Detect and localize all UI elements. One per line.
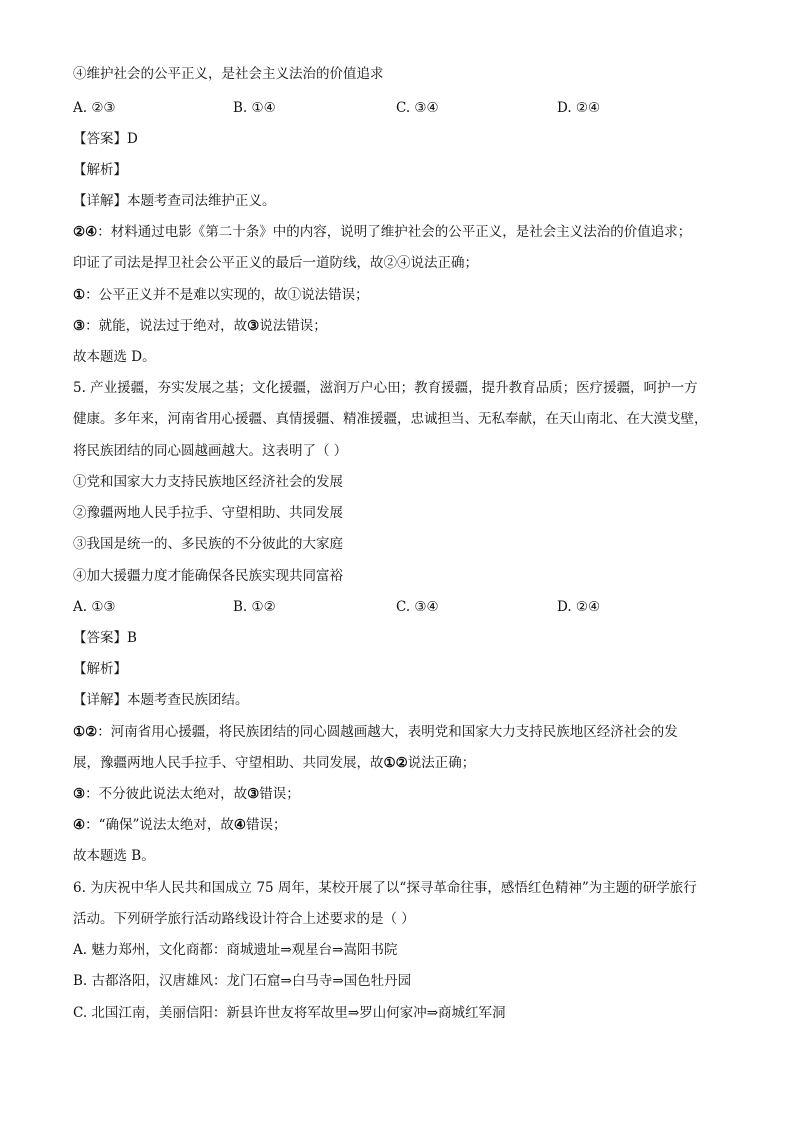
explanation-tag: ②④	[73, 224, 98, 240]
detail-tag: 【详解】	[73, 692, 127, 708]
q5-option-b: B. ①②	[233, 599, 276, 615]
answer-value: D	[127, 131, 138, 147]
q4-answer	[73, 129, 138, 149]
explanation-text: ：河南省用心援疆，将民族团结的同心圆越画越大，表明党和国家大力支持民族地区经济社会的发	[97, 724, 678, 740]
q5-option-c: C. ③④	[396, 599, 439, 615]
q6-option-b: B. 古都洛阳，汉唐雄风：龙门石窟⇒白马寺⇒国色牡丹园	[73, 973, 412, 989]
answer-tag: 【答案】	[73, 131, 127, 147]
q6-option-c: C. 北国江南，美丽信阳：新县许世友将军故里⇒罗山何家冲⇒商城红军洞	[73, 1005, 506, 1021]
explanation-ref: ④	[233, 817, 247, 833]
q4-conclusion: 故本题选 D。	[73, 349, 156, 365]
explanation-ref: ③	[247, 318, 260, 334]
q5-item-3: ③我国是统一的、多民族的不分彼此的大家庭	[73, 536, 343, 552]
q4-explanation-3	[73, 316, 327, 336]
explanation-tag: ③	[73, 786, 86, 802]
q5-option-d: D. ②④	[557, 599, 601, 615]
q5-item-1: ①党和国家大力支持民族地区经济社会的发展	[73, 474, 343, 490]
detail-intro: 本题考查司法维护正义。	[127, 193, 276, 209]
q5-stem-2: 健康。多年来，河南省用心援疆、真情援疆、精准援疆，忠诚担当、无私奉献，在天山南北、在大漠戈壁，	[73, 411, 708, 427]
explanation-ref: ③	[247, 786, 260, 802]
q4-explanation-2	[73, 285, 369, 305]
explanation-text: 说法正确；	[407, 755, 476, 771]
q4-explanation-1b: 印证了司法是捍卫社会公平正义的最后一道防线，故②④说法正确；	[73, 255, 478, 271]
explanation-text: ：不分彼此说法太绝对，故	[85, 786, 248, 802]
q6-stem-1: 6. 为庆祝中华人民共和国成立 75 周年，某校开展了以“探寻革命往事，感悟红色精神”为主题的研学旅行	[73, 880, 697, 896]
explanation-tag: ④	[73, 817, 86, 833]
q5-item-2: ②豫疆两地人民手拉手、守望相助、共同发展	[73, 505, 343, 521]
q4-detail	[73, 191, 276, 211]
q5-answer	[73, 628, 137, 648]
q5-conclusion: 故本题选 B。	[73, 848, 155, 864]
q5-detail	[73, 690, 249, 710]
q5-explanation-3	[73, 815, 287, 835]
explanation-text: ：材料通过电影《第二十条》中的内容，说明了维护社会的公平正义，是社会主义法治的价值追求；	[97, 224, 692, 240]
explanation-text: ：就能，说法过于绝对，故	[85, 318, 248, 334]
q4-item-4: ④维护社会的公平正义，是社会主义法治的价值追求	[73, 66, 384, 82]
q6-stem-2: 活动。下列研学旅行活动路线设计符合上述要求的是（ ）	[73, 911, 415, 927]
q5-option-a: A. ①③	[73, 599, 116, 615]
q4-option-c: C. ③④	[396, 100, 439, 116]
q5-explanation-2	[73, 784, 300, 804]
answer-value: B	[127, 630, 137, 646]
q5-stem-1: 5. 产业援疆，夯实发展之基；文化援疆，滋润万户心田；教育援疆，提升教育品质；医疗援疆，呵护一方	[73, 380, 698, 396]
explanation-tag: ①②	[73, 724, 98, 740]
q4-option-d: D. ②④	[557, 100, 601, 116]
explanation-text: 说法错误；	[259, 318, 327, 334]
explanation-tag: ①	[73, 287, 86, 303]
q4-option-a: A. ②③	[73, 100, 116, 116]
q4-option-b: B. ①④	[233, 100, 276, 116]
q5-item-4: ④加大援疆力度才能确保各民族实现共同富裕	[73, 568, 343, 584]
q5-explanation-1a	[73, 722, 678, 742]
explanation-tag: ③	[73, 318, 86, 334]
q4-analysis-tag: 【解析】	[73, 162, 127, 178]
q5-explanation-1b	[73, 753, 475, 773]
explanation-text: 错误；	[246, 817, 287, 833]
detail-intro: 本题考查民族团结。	[127, 692, 249, 708]
q6-option-a: A. 魅力郑州，文化商都：商城遗址⇒观星台⇒嵩阳书院	[73, 942, 398, 958]
q5-stem-3: 将民族团结的同心圆越画越大。这表明了（ ）	[73, 443, 348, 459]
q4-explanation-1a	[73, 222, 691, 242]
q5-analysis-tag: 【解析】	[73, 661, 127, 677]
explanation-text: 展，豫疆两地人民手拉手、守望相助、共同发展，故	[73, 755, 384, 771]
explanation-text: ：公平正义并不是难以实现的，故①说法错误；	[85, 287, 369, 303]
detail-tag: 【详解】	[73, 193, 127, 209]
explanation-ref: ①②	[383, 755, 408, 771]
explanation-text: 错误；	[259, 786, 300, 802]
explanation-text: ：“确保”说法太绝对，故	[85, 817, 234, 833]
answer-tag: 【答案】	[73, 630, 127, 646]
